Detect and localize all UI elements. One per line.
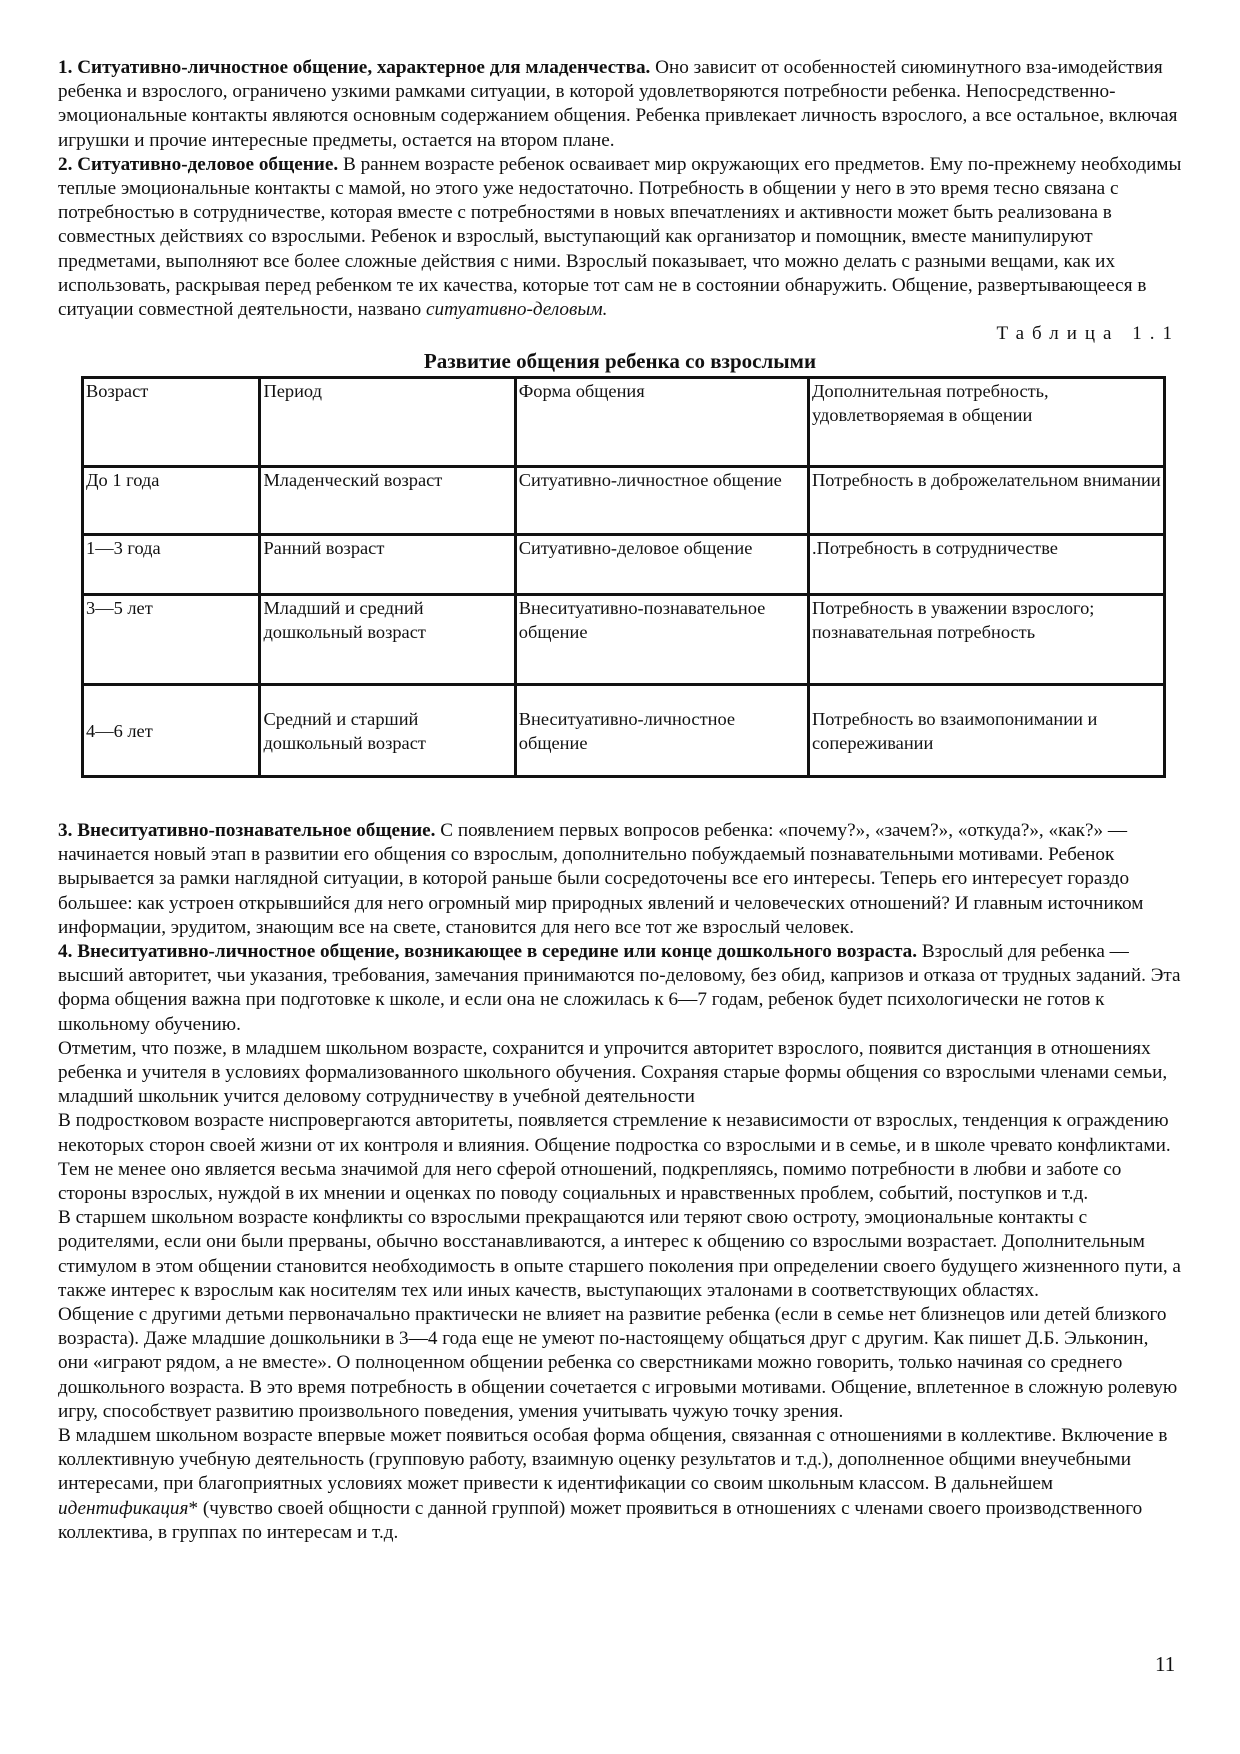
table-row bbox=[83, 535, 1165, 595]
table-cell: 3—5 лет bbox=[83, 595, 260, 685]
table-title: Развитие общения ребенка со взрослыми bbox=[423, 349, 817, 373]
table-cell: До 1 года bbox=[83, 467, 260, 535]
table-cell: Ситуативно-деловое общение bbox=[515, 535, 808, 595]
table-header-cell: Возраст bbox=[83, 378, 260, 467]
table-row bbox=[83, 685, 1165, 777]
table-cell: Младший и средний дошкольный возраст bbox=[260, 595, 515, 685]
paragraph: В подростковом возрасте ниспровергаются авторитеты, появляется стремление к независимости от взрослых, тенденция к ограждению некоторых сторон своей жизни от их контроля и влияния. Общение подростка со взрослыми и в семье, и в школе чревато конфликтами. Тем не менее оно является весьма значимой для него сферой отношений, подкрепляясь, помимо потребности в любви и заботе со стороны взрослых, нуждой в их мнении и оценках по поводу социальных и нравственных проблем, событий, поступков и т.д. bbox=[58, 1110, 1171, 1205]
page-number: 11 bbox=[1155, 1652, 1176, 1676]
table-header-cell: Дополнительная потребность, удовлетворяемая в общении bbox=[808, 378, 1164, 467]
section-2-italic-term: ситуативно-деловым. bbox=[425, 299, 608, 321]
section-4 bbox=[58, 940, 1182, 1037]
section-1-text: Оно зависит от особенностей сиюминутного вза-имодействия ребенка и взрослого, ограничено узкими рамками ситуации, в которой удовлетворяются потребности ребенка. Непосредственно-эмоциональные контакты являются основным содержанием общения. Ребенка привлекает личность взрослого, а все остальное, включая игрушки и прочие интересные предметы, остается на втором плане. bbox=[58, 57, 1178, 151]
table-cell: Средний и старший дошкольный возраст bbox=[260, 685, 515, 777]
table-row bbox=[83, 595, 1165, 685]
section-2-text: В раннем возрасте ребенок осваивает мир окружающих его предметов. Ему по-прежнему необходимы теплые эмоциональные контакты с мамой, но этого уже недостаточно. Потребность в общении у него в это время тесно связана с потребностью в сотрудничестве, которая вместе с потребностями в новых впечатлениях и активности может быть реализована в совместных действиях со взрослыми. Ребенок и взрослый, выступающий как организатор и помощник, вместе манипулируют предметами, выполняют все более сложные действия с ними. Взрослый показывает, что можно делать с разными вещами, как их использовать, раскрывая перед ребенком те их качества, которые тот сам не в состоянии обнаружить. Общение, развертывающееся в ситуации совместной деятельности, названо bbox=[58, 153, 1182, 321]
section-3-heading: 3. Внеситуативно-познавательное общение. bbox=[58, 820, 436, 841]
section-3-text: С появлением первых вопросов ребенка: «почему?», «зачем?», «откуда?», «как?» — начинается новый этап в развитии его общения со взрослым, дополнительно побуждаемый познавательными мотивами. Ребенок вырывается за рамки наглядной ситуации, в которой раньше были сосредоточены все его интересы. Теперь его интересует гораздо большее: как устроен открывшийся для него огромный мир природных явлений и человеческих отношений? И главным источником информации, эрудитом, знающим все на свете, становится для него все тот же взрослый человек. bbox=[58, 820, 1144, 938]
paragraph: В старшем школьном возрасте конфликты со взрослыми прекращаются или теряют свою остроту, эмоциональные контакты с родителями, если они были прерваны, обычно восстанавливаются, а интерес к общению со взрослыми возрастает. Дополнительным стимулом в этом общении становится необходимость в опыте старшего поколения при определении своего будущего жизненного пути, а также интерес к взрослым как носителям тех или иных качеств, выступающих эталонами в соответствующих областях. bbox=[58, 1207, 1181, 1301]
section-1-heading: 1. Ситуативно-личностное общение, характерное для младенчества. bbox=[58, 57, 651, 78]
table-cell: Внеситуативно-личностное общение bbox=[515, 685, 808, 777]
table-cell: Младенческий возраст bbox=[260, 467, 515, 535]
section-1 bbox=[58, 56, 1182, 153]
table-header-row bbox=[83, 378, 1165, 467]
paragraph-last-text-after: * (чувство своей общности с данной группой) может проявиться в отношениях с членами своего производственного коллектива, в группах по интересам и т.д. bbox=[58, 1497, 1143, 1543]
paragraph: Общение с другими детьми первоначально практически не влияет на развитие ребенка (если в семье нет близнецов или детей близкого возраста). Даже младшие дошкольники в 3—4 года еще не умеют по-настоящему общаться друг с другим. Как пишет Д.Б. Эльконин, они «играют рядом, а не вместе». О полноценном общении ребенка со сверстниками можно говорить, только начиная со среднего дошкольного возраста. В это время потребность в общении сочетается с игровыми мотивами. Общение, вплетенное в сложную ролевую игру, способствует развитию произвольного поведения, умения учитывать чужую точку зрения. bbox=[58, 1304, 1178, 1422]
table-cell: .Потребность в сотрудничестве bbox=[808, 535, 1164, 595]
paragraph-last-italic-term: идентификация bbox=[58, 1497, 189, 1519]
table-cell: Внеситуативно-познавательное общение bbox=[515, 595, 808, 685]
table-header-cell: Период bbox=[260, 378, 515, 467]
table-cell: 1—3 года bbox=[83, 535, 260, 595]
table-cell: Потребность в доброжелательном внимании bbox=[808, 467, 1164, 535]
table-cell: Ранний возраст bbox=[260, 535, 515, 595]
table-cell: 4—6 лет bbox=[83, 685, 260, 777]
section-4-heading: 4. Внеситуативно-личностное общение, возникающее в середине или конце дошкольного возраста. bbox=[58, 941, 918, 963]
section-3 bbox=[58, 819, 1182, 940]
table-label: Таблица 1.1 bbox=[996, 323, 1180, 344]
text-block-top bbox=[58, 56, 1182, 322]
section-2-heading: 2. Ситуативно-деловое общение. bbox=[58, 153, 339, 175]
table-cell: Ситуативно-личностное общение bbox=[515, 467, 808, 535]
table-header-cell: Форма общения bbox=[515, 378, 808, 467]
paragraph: Отметим, что позже, в младшем школьном возрасте, сохранится и упрочится авторитет взрослого, появится дистанция в отношениях ребенка и учителя в условиях формализованного школьного обучения. Сохраняя старые формы общения со взрослыми членами семьи, младший школьник учится деловому сотрудничеству в учебной деятельности bbox=[58, 1037, 1168, 1108]
table-cell: Потребность во взаимопонимании и сопереживании bbox=[808, 685, 1164, 777]
section-2 bbox=[58, 153, 1182, 322]
development-table bbox=[81, 376, 1166, 778]
table-row bbox=[83, 467, 1165, 535]
text-block-bottom bbox=[58, 819, 1182, 1545]
section-4-text: Взрослый для ребенка — высший авторитет, чьи указания, требования, замечания принимаются по-деловому, без обид, капризов и отказа от трудных заданий. Эта форма общения важна при подготовке к школе, и если она не сложилась к 6—7 годам, ребенок будет психологически не готов к школьному обучению. bbox=[58, 941, 1181, 1035]
paragraph-last-text-before: В младшем школьном возрасте впервые может появиться особая форма общения, связанная с отношениями в коллективе. Включение в коллективную учебную деятельность (групповую работу, взаимную оценку результатов и т.д.), дополненное общими внеучебными интересами, при благоприятных условиях может привести к идентификации со своим школьным классом. В дальнейшем bbox=[58, 1425, 1168, 1495]
table-cell: Потребность в уважении взрослого; познавательная потребность bbox=[808, 595, 1164, 685]
paragraph-last bbox=[58, 1424, 1182, 1545]
